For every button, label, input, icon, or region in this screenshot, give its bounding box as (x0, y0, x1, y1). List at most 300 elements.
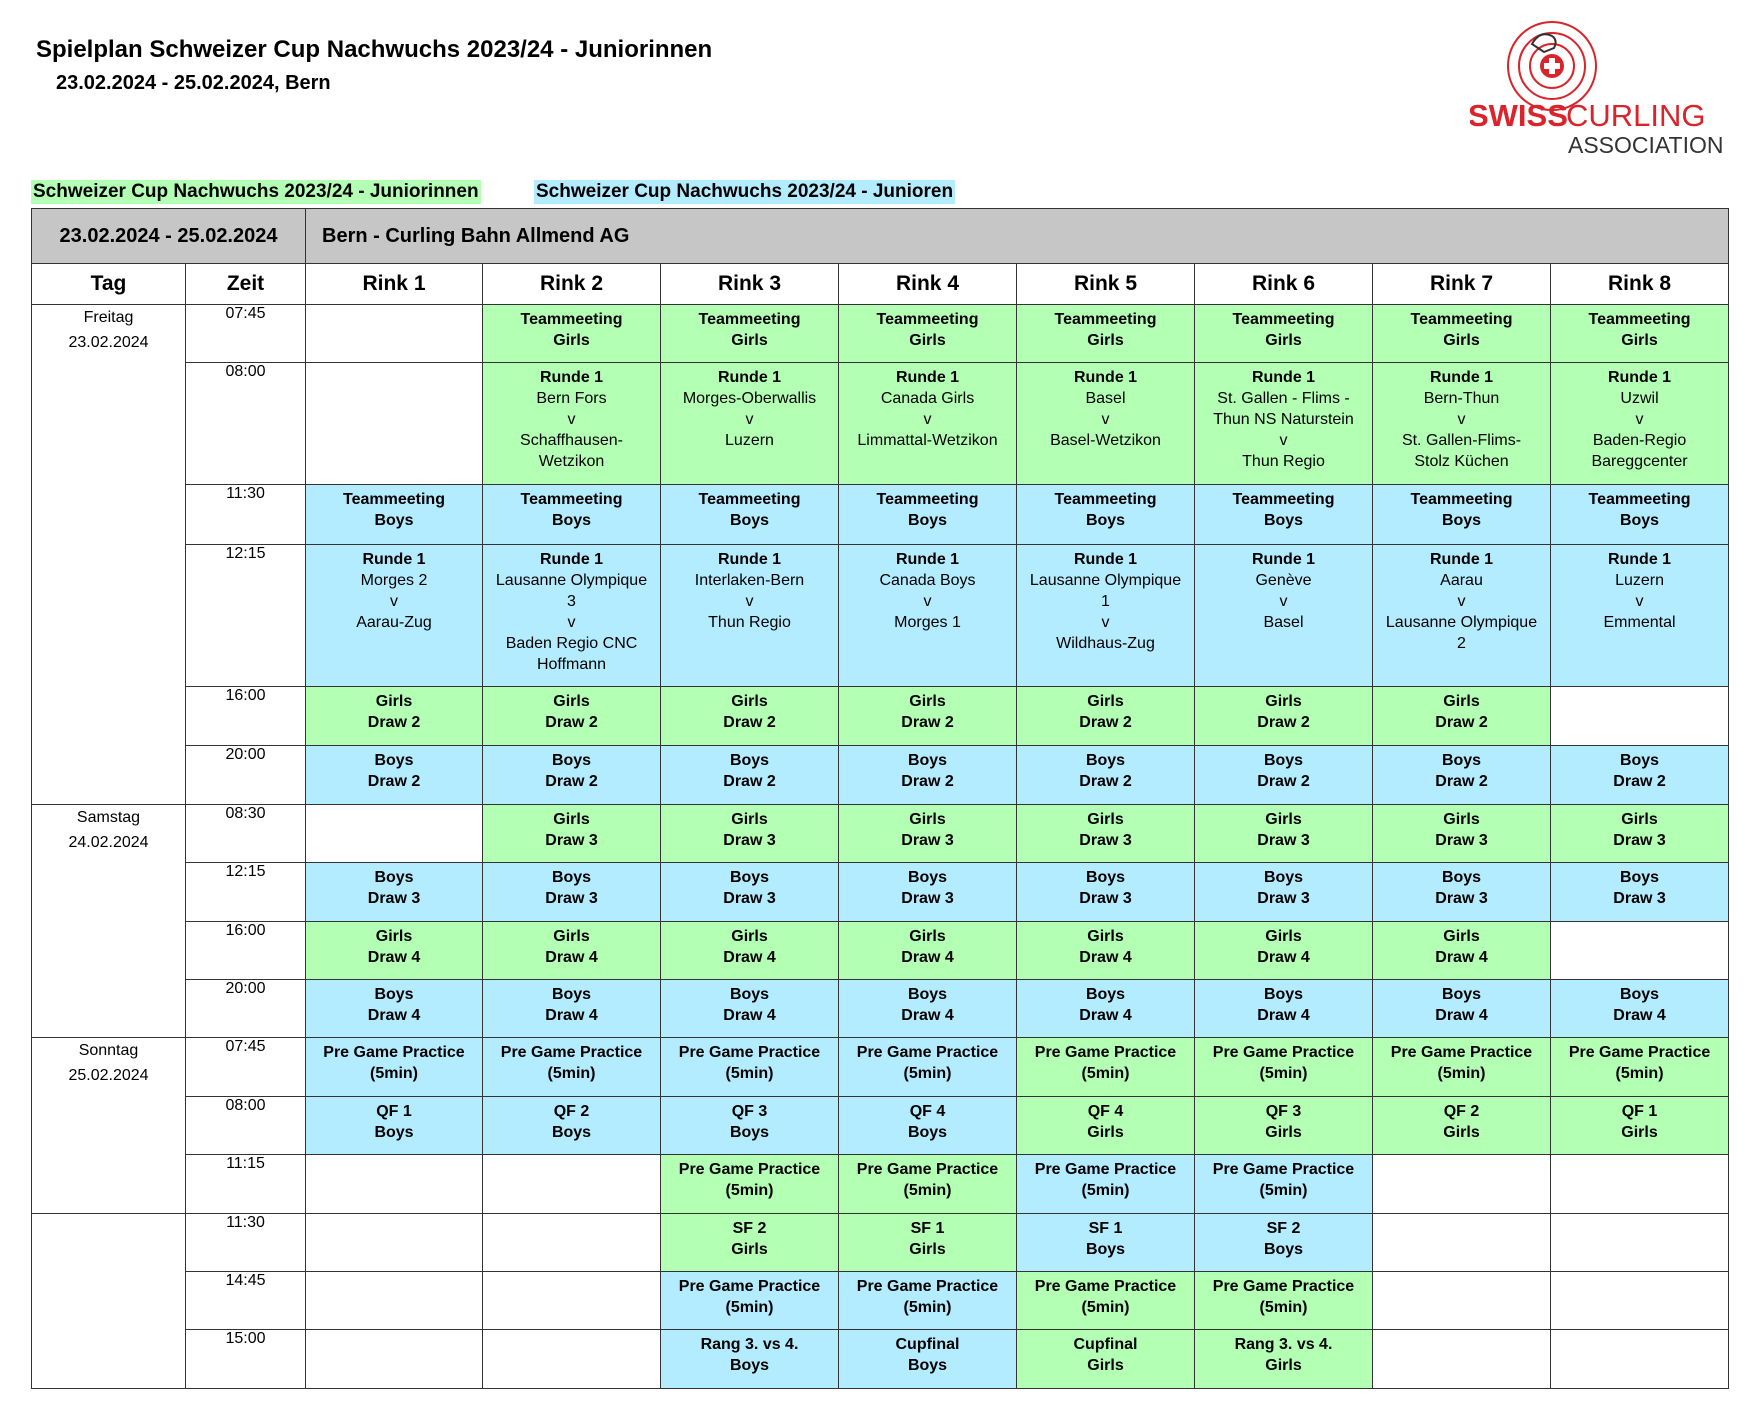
schedule-row (32, 921, 1729, 979)
col-header-rink-7: Rink 7 (1373, 264, 1551, 305)
game-title: Pre Game Practice (1034, 1278, 1177, 1296)
time-cell: 12:15 (186, 544, 306, 686)
game-detail: Girls (1443, 332, 1480, 349)
game-title: Girls (909, 692, 946, 710)
game-detail: v (1457, 592, 1466, 610)
boys-game-block (1373, 545, 1550, 686)
game-detail: Girls (1087, 1123, 1124, 1141)
boys-game-block (1551, 485, 1728, 543)
rink-6-cell (1195, 979, 1373, 1037)
girls-game-block (661, 805, 838, 862)
boys-game-block (1195, 1155, 1372, 1212)
game-title: Runde 1 (1607, 550, 1672, 568)
game-detail: Genève (1255, 571, 1312, 589)
header-venue: Bern - Curling Bahn Allmend AG (306, 209, 1729, 264)
schedule-row (32, 979, 1729, 1037)
game-detail: Draw 4 (545, 1006, 598, 1024)
game-title: Pre Game Practice (1212, 1278, 1355, 1296)
girls-game-block (1195, 687, 1372, 745)
game-detail: Bern-Thun (1423, 390, 1500, 408)
girls-game-block (661, 1214, 838, 1271)
boys-game-block (306, 980, 482, 1037)
rink-2-cell (483, 746, 661, 804)
game-title: Runde 1 (1251, 550, 1316, 568)
boys-game-block (1195, 980, 1372, 1037)
game-title: Boys (374, 985, 414, 1003)
girls-game-block (1551, 805, 1728, 862)
game-title: Runde 1 (1251, 369, 1316, 387)
game-detail: Emmental (1603, 613, 1676, 631)
game-detail: v (923, 411, 932, 429)
rink-8-cell (1551, 921, 1729, 979)
girls-game-block (1017, 1038, 1194, 1095)
time-cell: 16:00 (186, 921, 306, 979)
time-cell: 11:15 (186, 1155, 306, 1213)
girls-game-block (1373, 1097, 1550, 1154)
boys-game-block (1373, 746, 1550, 803)
girls-game-block (1195, 1038, 1372, 1095)
rink-7-cell (1373, 363, 1551, 485)
boys-game-block (661, 980, 838, 1037)
girls-game-block (1017, 1097, 1194, 1154)
boys-game-block (1551, 746, 1728, 803)
girls-game-block (1373, 922, 1550, 979)
game-detail: Boys (1263, 1240, 1304, 1258)
game-detail: Lausanne Olympique (1029, 571, 1182, 589)
game-detail: Draw 3 (1613, 831, 1666, 849)
boys-game-block (1017, 485, 1194, 543)
boys-game-block (306, 1097, 482, 1154)
schedule-row (32, 1213, 1729, 1271)
rink-7-cell (1373, 544, 1551, 686)
game-title: Teammeeting (1588, 491, 1691, 509)
game-title: Boys (374, 752, 414, 770)
girls-game-block (1017, 1330, 1194, 1388)
col-header-rink-1: Rink 1 (306, 264, 483, 305)
game-title: Teammeeting (520, 491, 623, 509)
boys-game-block (1551, 863, 1728, 920)
game-detail: Draw 4 (901, 1006, 954, 1024)
rink-7-cell (1373, 686, 1551, 745)
rink-8-cell (1551, 1096, 1729, 1154)
game-title: Runde 1 (717, 369, 782, 387)
rink-5-cell (1017, 1213, 1195, 1271)
rink-1-cell (306, 1096, 483, 1154)
rink-6-cell (1195, 804, 1373, 862)
rink-1-cell (306, 804, 483, 862)
rink-1-cell (306, 305, 483, 363)
logo-text-association: ASSOCIATION (1568, 132, 1724, 158)
boys-game-block (839, 545, 1016, 686)
game-title: Teammeeting (1588, 311, 1691, 328)
girls-game-block (839, 1155, 1016, 1212)
boys-game-block (1373, 980, 1550, 1037)
day-date: 24.02.2024 (68, 833, 149, 851)
game-title: Teammeeting (343, 491, 445, 509)
game-title: Runde 1 (1073, 550, 1138, 568)
boys-game-block (839, 1330, 1016, 1388)
game-title: QF 2 (1443, 1102, 1480, 1120)
game-title: Girls (375, 927, 413, 945)
game-detail: Draw 2 (1079, 773, 1132, 791)
schedule-row (32, 863, 1729, 921)
rink-5-cell (1017, 979, 1195, 1037)
game-detail: (5min) (1081, 1065, 1130, 1083)
girls-game-block (1373, 305, 1550, 362)
game-title: Girls (731, 692, 768, 710)
rink-7-cell (1373, 804, 1551, 862)
game-title: Boys (1619, 985, 1660, 1003)
schedule-row (32, 804, 1729, 862)
boys-game-block (306, 1038, 482, 1095)
time-cell: 08:30 (186, 804, 306, 862)
schedule-row (32, 686, 1729, 745)
girls-game-block (1017, 305, 1194, 362)
boys-game-block (306, 485, 482, 543)
game-title: Runde 1 (539, 369, 604, 387)
rink-6-cell (1195, 544, 1373, 686)
rink-6-cell (1195, 485, 1373, 544)
rink-1-cell (306, 1038, 483, 1096)
rink-6-cell (1195, 1038, 1373, 1096)
game-detail: (5min) (903, 1065, 952, 1083)
game-detail: (5min) (725, 1299, 774, 1317)
girls-game-block (483, 922, 660, 979)
rink-5-cell (1017, 1096, 1195, 1154)
game-detail: Morges 2 (360, 571, 428, 589)
game-detail: v (923, 592, 932, 610)
game-detail: v (1635, 411, 1644, 429)
girls-game-block (1373, 687, 1550, 745)
game-detail: (5min) (1615, 1065, 1664, 1083)
time-cell: 07:45 (186, 305, 306, 363)
game-detail: Draw 2 (1613, 773, 1666, 791)
girls-game-block (839, 805, 1016, 862)
game-detail: Draw 3 (545, 890, 598, 908)
boys-game-block (661, 863, 838, 920)
rink-4-cell (839, 1155, 1017, 1213)
rink-2-cell (483, 863, 661, 921)
rink-4-cell (839, 863, 1017, 921)
game-detail: Draw 2 (1079, 713, 1132, 731)
game-title: Boys (1085, 869, 1126, 887)
game-title: Girls (1443, 927, 1480, 945)
game-detail: Basel (1263, 613, 1304, 631)
game-title: SF 1 (910, 1219, 945, 1237)
game-detail: (5min) (1259, 1299, 1308, 1317)
boys-game-block (306, 545, 482, 686)
girls-game-block (306, 922, 482, 979)
rink-7-cell (1373, 1213, 1551, 1271)
rink-3-cell (661, 804, 839, 862)
rink-6-cell (1195, 1272, 1373, 1330)
header-dates: 23.02.2024 - 25.02.2024 (32, 209, 306, 264)
rink-3-cell (661, 1155, 839, 1213)
game-detail: Boys (1263, 512, 1304, 530)
game-detail: Schaffhausen- (520, 432, 623, 450)
girls-game-block (1195, 922, 1372, 979)
boys-game-block (483, 863, 660, 920)
game-detail: Canada Girls (880, 390, 975, 408)
game-detail: Boys (1085, 1240, 1126, 1258)
boys-game-block (483, 545, 660, 686)
game-title: Pre Game Practice (1212, 1161, 1355, 1179)
game-detail: Boys (1441, 512, 1482, 530)
rink-5-cell (1017, 686, 1195, 745)
girls-game-block (1017, 1272, 1194, 1329)
game-detail: 3 (567, 592, 576, 610)
game-detail: Draw 4 (1257, 1006, 1310, 1024)
game-detail: Boys (374, 1123, 414, 1141)
rink-3-cell (661, 921, 839, 979)
boys-game-block (483, 980, 660, 1037)
game-title: Girls (1265, 692, 1302, 710)
rink-2-cell (483, 305, 661, 363)
boys-game-block (1017, 545, 1194, 686)
rink-1-cell (306, 921, 483, 979)
time-cell: 12:15 (186, 863, 306, 921)
game-title: Boys (1441, 985, 1482, 1003)
game-detail: Boys (907, 1357, 948, 1375)
rink-4-cell (839, 544, 1017, 686)
game-detail: Thun Regio (708, 613, 791, 631)
time-cell: 08:00 (186, 363, 306, 485)
game-title: Pre Game Practice (323, 1044, 465, 1062)
col-header-rink-2: Rink 2 (483, 264, 661, 305)
game-detail: Boys (729, 1357, 770, 1375)
game-title: Girls (1443, 692, 1480, 710)
game-detail: (5min) (725, 1182, 774, 1200)
rink-5-cell (1017, 1330, 1195, 1389)
page-title: Spielplan Schweizer Cup Nachwuchs 2023/24 - Juniorinnen (36, 36, 713, 63)
game-detail: (5min) (1259, 1065, 1308, 1083)
game-detail: Canada Boys (879, 571, 976, 589)
game-detail: Morges 1 (894, 613, 961, 631)
rink-5-cell (1017, 863, 1195, 921)
rink-5-cell (1017, 1038, 1195, 1096)
logo-text-curling: CURLING (1566, 98, 1706, 133)
game-detail: (5min) (1081, 1182, 1130, 1200)
game-detail: Draw 2 (1257, 773, 1310, 791)
game-title: Girls (731, 810, 768, 828)
rink-2-cell (483, 1096, 661, 1154)
game-detail: Boys (374, 512, 414, 530)
game-title: Boys (907, 752, 948, 770)
boys-game-block (1373, 485, 1550, 543)
game-detail: Boys (1085, 512, 1126, 530)
game-title: Girls (1443, 810, 1480, 828)
girls-game-block (483, 687, 660, 745)
boys-game-block (839, 485, 1016, 543)
girls-game-block (839, 305, 1016, 362)
game-title: Teammeeting (876, 491, 979, 509)
schedule-row (32, 544, 1729, 686)
boys-game-block (306, 863, 482, 920)
rink-7-cell (1373, 1096, 1551, 1154)
girls-game-block (839, 687, 1016, 745)
game-detail: Draw 4 (545, 948, 598, 966)
rink-2-cell (483, 921, 661, 979)
rink-4-cell (839, 746, 1017, 804)
rink-7-cell (1373, 305, 1551, 363)
boys-game-block (1551, 980, 1728, 1037)
game-title: Pre Game Practice (856, 1044, 999, 1062)
rink-8-cell (1551, 1038, 1729, 1096)
game-title: Teammeeting (698, 491, 801, 509)
rink-3-cell (661, 1272, 839, 1330)
day-name: Freitag (83, 309, 134, 326)
game-title: Boys (907, 869, 948, 887)
girls-game-block (1195, 363, 1372, 484)
game-detail: Girls (1087, 332, 1124, 349)
rink-6-cell (1195, 746, 1373, 804)
time-cell: 15:00 (186, 1330, 306, 1389)
girls-game-block (1017, 922, 1194, 979)
game-title: Teammeeting (1232, 311, 1335, 328)
col-header-rink-6: Rink 6 (1195, 264, 1373, 305)
game-title: SF 2 (1266, 1219, 1301, 1237)
boys-game-block (661, 1330, 838, 1388)
game-detail: Thun Regio (1242, 453, 1325, 471)
game-detail: Girls (1621, 1123, 1658, 1141)
game-title: Girls (553, 810, 590, 828)
time-cell: 14:45 (186, 1272, 306, 1330)
day-date: 23.02.2024 (68, 334, 149, 351)
game-title: Teammeeting (520, 311, 623, 328)
rink-4-cell (839, 363, 1017, 485)
game-detail: v (1457, 411, 1466, 429)
rink-5-cell (1017, 1155, 1195, 1213)
schedule-row (32, 1330, 1729, 1389)
rink-3-cell (661, 363, 839, 485)
col-header-rink-3: Rink 3 (661, 264, 839, 305)
girls-game-block (839, 1214, 1016, 1271)
rink-4-cell (839, 979, 1017, 1037)
rink-8-cell (1551, 363, 1729, 485)
time-cell: 20:00 (186, 979, 306, 1037)
game-detail: Draw 2 (367, 713, 421, 731)
game-detail: Boys (729, 512, 770, 530)
game-detail: Stolz Küchen (1414, 453, 1509, 471)
girls-game-block (1017, 687, 1194, 745)
game-title: Boys (1263, 752, 1304, 770)
day-name: Samstag (76, 808, 141, 826)
rink-1-cell (306, 1155, 483, 1213)
game-detail: Aarau-Zug (356, 613, 432, 631)
boys-game-block (661, 1272, 838, 1329)
game-title: Rang 3. vs 4. (1234, 1336, 1333, 1354)
boys-game-block (1195, 545, 1372, 686)
game-detail: Girls (1443, 1123, 1480, 1141)
game-detail: Boys (551, 512, 592, 530)
boys-game-block (661, 545, 838, 686)
girls-game-block (1551, 1038, 1728, 1095)
schedule-row (32, 1038, 1729, 1096)
game-detail: Wetzikon (538, 453, 605, 471)
game-detail: (5min) (370, 1065, 418, 1083)
game-detail: Girls (1265, 1357, 1302, 1375)
girls-game-block (1195, 1097, 1372, 1154)
game-detail: Draw 3 (901, 831, 954, 849)
rink-2-cell (483, 1038, 661, 1096)
game-detail: Uzwil (1620, 390, 1659, 408)
game-title: Runde 1 (1607, 369, 1672, 387)
game-detail: Girls (731, 1240, 768, 1258)
game-detail: Wildhaus-Zug (1056, 634, 1155, 652)
game-title: Girls (375, 692, 413, 710)
boys-game-block (1017, 863, 1194, 920)
rink-7-cell (1373, 1272, 1551, 1330)
girls-game-block (1373, 805, 1550, 862)
game-title: Runde 1 (1073, 369, 1138, 387)
game-detail: Basel (1085, 390, 1126, 408)
game-title: QF 2 (553, 1102, 590, 1120)
rink-3-cell (661, 1096, 839, 1154)
rink-6-cell (1195, 921, 1373, 979)
game-title: Boys (551, 869, 592, 887)
girls-game-block (661, 305, 838, 362)
girls-game-block (1017, 363, 1194, 484)
game-title: Pre Game Practice (500, 1044, 643, 1062)
legend-boys: Schweizer Cup Nachwuchs 2023/24 - Junioren (536, 181, 954, 202)
game-detail: Draw 4 (367, 1006, 421, 1024)
game-detail: Draw 3 (1435, 831, 1488, 849)
rink-7-cell (1373, 1330, 1551, 1389)
rink-5-cell (1017, 363, 1195, 485)
game-detail: Aarau (1440, 571, 1483, 589)
girls-game-block (1195, 1330, 1372, 1388)
rink-6-cell (1195, 863, 1373, 921)
rink-3-cell (661, 1213, 839, 1271)
game-detail: (5min) (1437, 1065, 1486, 1083)
rink-7-cell (1373, 863, 1551, 921)
game-detail: Draw 2 (723, 773, 776, 791)
game-detail: Bareggcenter (1591, 453, 1688, 471)
game-detail: Draw 4 (1613, 1006, 1666, 1024)
game-detail: Girls (909, 332, 946, 349)
game-detail: Draw 3 (723, 831, 776, 849)
game-detail: Girls (1265, 332, 1302, 349)
game-title: Teammeeting (1232, 491, 1335, 509)
game-title: Pre Game Practice (1568, 1044, 1711, 1062)
game-detail: v (390, 592, 398, 610)
game-detail: Girls (731, 332, 768, 349)
game-detail: v (1279, 592, 1288, 610)
game-title: Boys (907, 985, 948, 1003)
game-detail: Draw 2 (367, 773, 421, 791)
rink-3-cell (661, 305, 839, 363)
game-title: Runde 1 (539, 550, 604, 568)
game-detail: Draw 4 (1079, 948, 1132, 966)
game-detail: Draw 3 (901, 890, 954, 908)
col-header-tag: Tag (32, 264, 186, 305)
girls-game-block (1551, 305, 1728, 362)
game-title: Runde 1 (895, 550, 960, 568)
game-title: QF 4 (1087, 1102, 1124, 1120)
rink-7-cell (1373, 979, 1551, 1037)
schedule-table (31, 208, 1729, 1389)
game-detail: Draw 2 (1435, 713, 1488, 731)
game-detail: Draw 3 (723, 890, 776, 908)
rink-3-cell (661, 1038, 839, 1096)
game-title: Girls (553, 927, 590, 945)
game-title: Pre Game Practice (856, 1278, 999, 1296)
game-detail: (5min) (547, 1065, 596, 1083)
girls-game-block (483, 363, 660, 484)
rink-1-cell (306, 863, 483, 921)
rink-4-cell (839, 921, 1017, 979)
game-detail: Boys (1619, 512, 1660, 530)
